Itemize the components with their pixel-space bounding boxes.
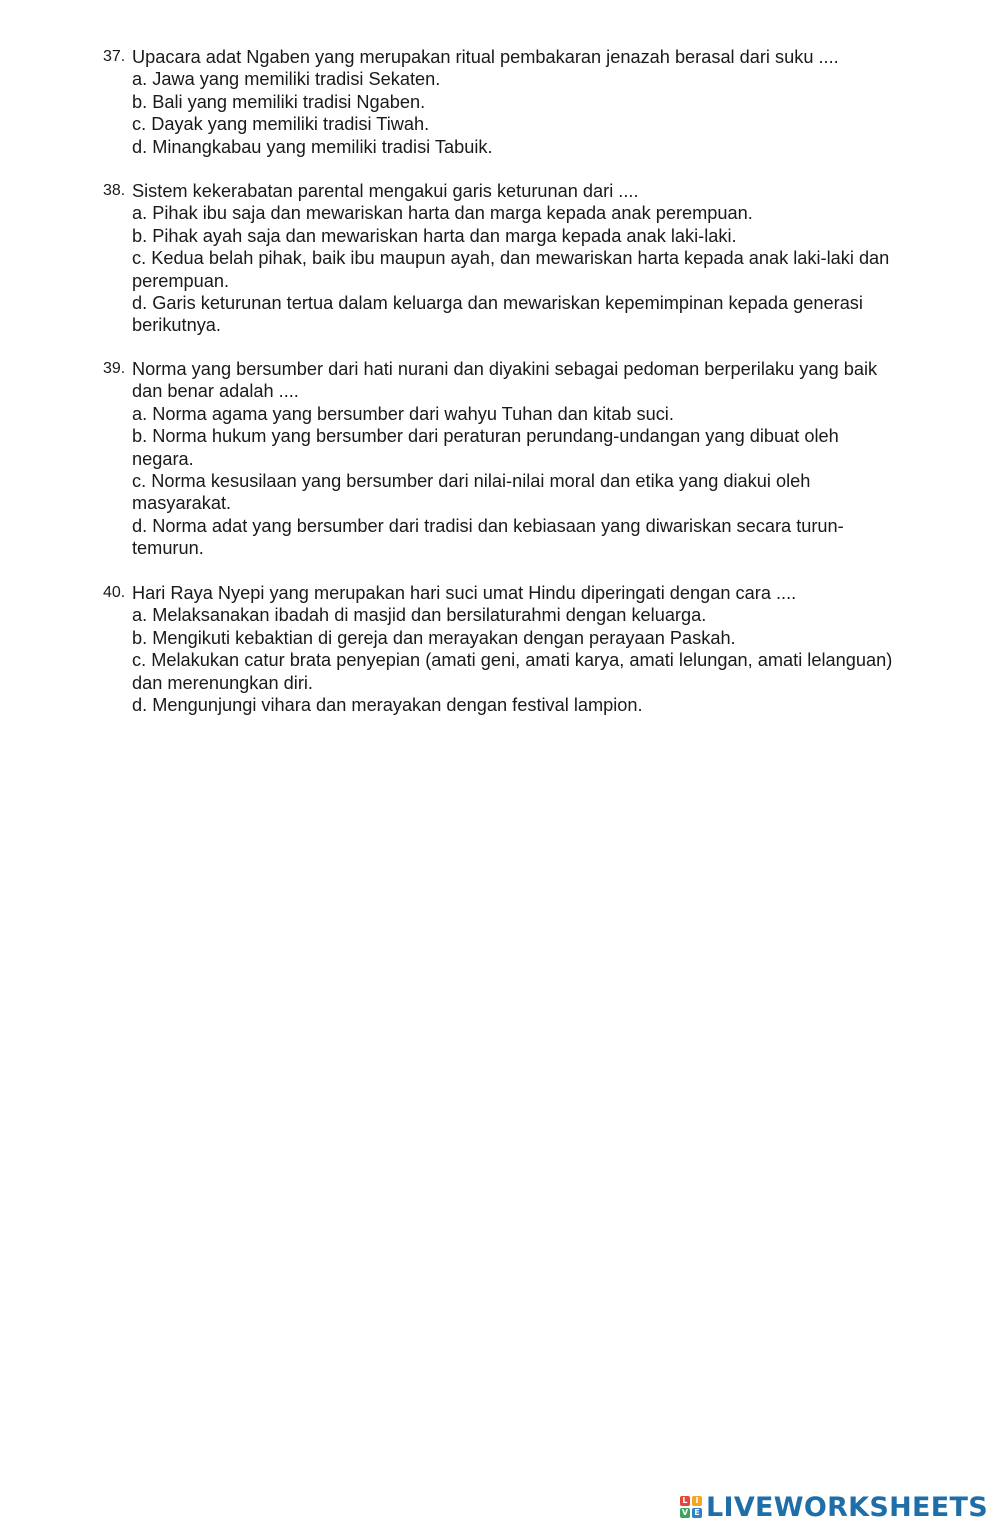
option-d[interactable]: d. Garis keturunan tertua dalam keluarga dan mewariskan kepemimpinan kepada generasi berikutnya. (132, 293, 863, 336)
question-number: 37. (103, 48, 126, 65)
option-b[interactable]: b. Pihak ayah saja dan mewariskan harta dan marga kepada anak laki-laki. (132, 225, 737, 246)
option-d[interactable]: d. Norma adat yang bersumber dari tradisi dan kebiasaan yang diwariskan secara turun-temurun. (132, 515, 844, 559)
question-text: Norma yang bersumber dari hati nurani dan diyakini sebagai pedoman berperilaku yang baik dan benar adalah .... (132, 359, 878, 402)
option-b[interactable]: b. Bali yang memiliki tradisi Ngaben. (132, 91, 426, 112)
logo-mark-tile: L (680, 1496, 690, 1506)
question-38 (103, 180, 903, 337)
option-b[interactable]: b. Mengikuti kebaktian di gereja dan merayakan dengan perayaan Paskah. (132, 627, 736, 648)
question-text: Sistem kekerabatan parental mengakui garis keturunan dari .... (132, 181, 639, 201)
logo-mark-tile: I (692, 1496, 702, 1506)
question-text: Hari Raya Nyepi yang merupakan hari suci umat Hindu diperingati dengan cara .... (132, 583, 797, 603)
liveworksheets-logo (680, 1489, 988, 1525)
option-a[interactable]: a. Melaksanakan ibadah di masjid dan bersilaturahmi dengan keluarga. (132, 605, 707, 626)
option-b[interactable]: b. Norma hukum yang bersumber dari peraturan perundang-undangan yang dibuat oleh negara. (132, 426, 839, 469)
question-37 (103, 46, 903, 158)
question-text: Upacara adat Ngaben yang merupakan ritual pembakaran jenazah berasal dari suku .... (132, 47, 839, 67)
question-number: 40. (103, 584, 126, 601)
option-a[interactable]: a. Pihak ibu saja dan mewariskan harta dan marga kepada anak perempuan. (132, 203, 753, 224)
logo-text: LIVEWORKSHEETS (705, 1491, 988, 1523)
logo-mark-tile: E (692, 1508, 702, 1518)
option-c[interactable]: c. Kedua belah pihak, baik ibu maupun ayah, dan mewariskan harta kepada anak laki-laki dan perempuan. (132, 248, 890, 291)
option-c[interactable]: c. Melakukan catur brata penyepian (amati geni, amati karya, amati lelungan, amati lelanguan) dan merenungkan diri. (132, 650, 893, 693)
question-39 (103, 358, 903, 560)
option-a[interactable]: a. Norma agama yang bersumber dari wahyu Tuhan dan kitab suci. (132, 403, 674, 424)
option-c[interactable]: c. Dayak yang memiliki tradisi Tiwah. (132, 114, 430, 135)
logo-mark-icon (680, 1496, 702, 1518)
option-d[interactable]: d. Minangkabau yang memiliki tradisi Tabuik. (132, 136, 493, 157)
question-number: 38. (103, 182, 126, 199)
option-d[interactable]: d. Mengunjungi vihara dan merayakan dengan festival lampion. (132, 695, 643, 716)
option-a[interactable]: a. Jawa yang memiliki tradisi Sekaten. (132, 69, 441, 90)
option-c[interactable]: c. Norma kesusilaan yang bersumber dari nilai-nilai moral dan etika yang diakui oleh masyarakat. (132, 471, 811, 514)
question-40 (103, 582, 903, 716)
logo-mark-tile: V (681, 1508, 689, 1517)
question-number: 39. (103, 360, 126, 377)
